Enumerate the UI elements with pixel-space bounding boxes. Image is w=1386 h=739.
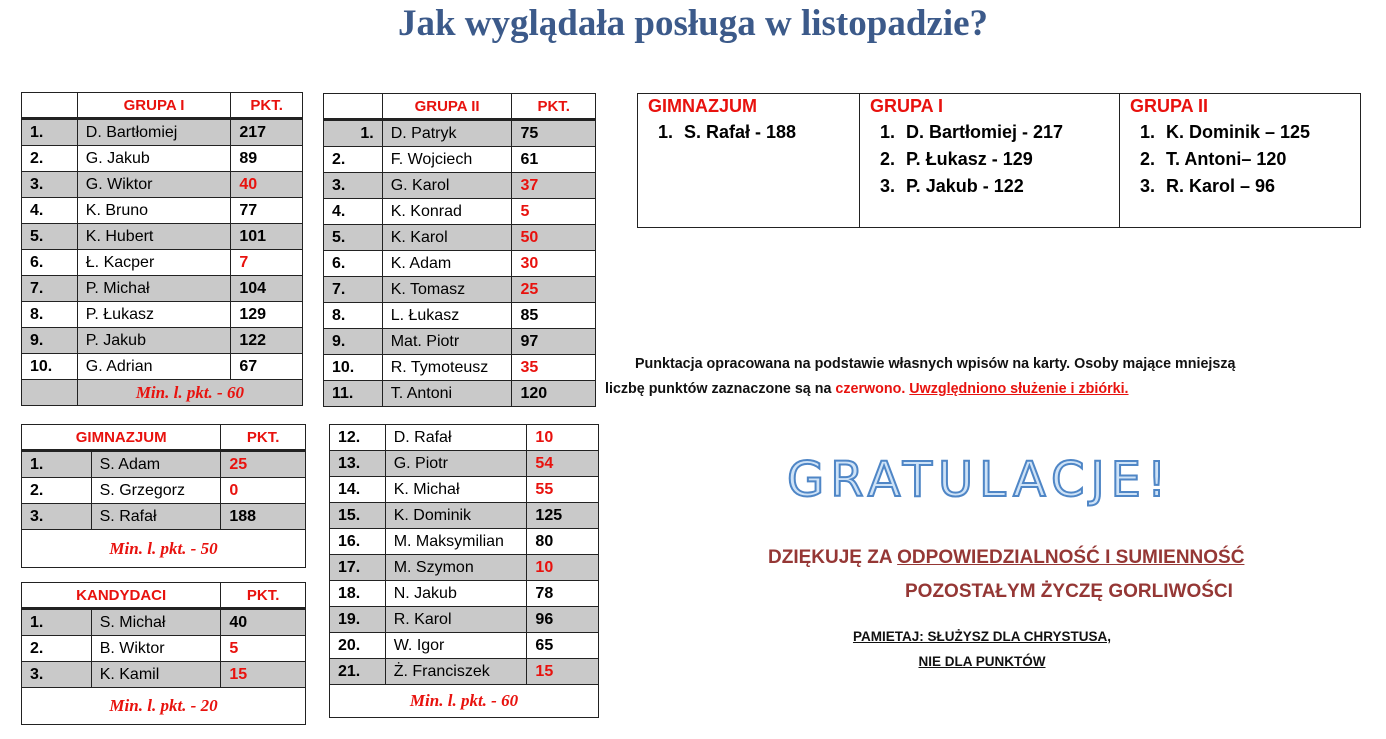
- member-name: K. Kamil: [91, 662, 221, 688]
- row-number: 2.: [324, 147, 383, 173]
- reminder: [839, 624, 1125, 674]
- member-name: M. Szymon: [385, 555, 527, 581]
- table-header-row: [22, 583, 306, 609]
- member-points: 15: [527, 659, 599, 685]
- member-name: Ł. Kacper: [77, 250, 231, 276]
- table-row: [22, 478, 306, 504]
- winners-grupa2: [1120, 94, 1360, 227]
- row-number: 17.: [330, 555, 386, 581]
- group-header: GRUPA I: [77, 93, 231, 119]
- member-points: 96: [527, 607, 599, 633]
- winners-column-title: GRUPA I: [870, 96, 944, 116]
- member-points: 10: [527, 425, 599, 451]
- winner-item: 1. S. Rafał - 188: [678, 122, 859, 149]
- points-header: PKT.: [221, 425, 306, 451]
- winner-item: 1. D. Bartłomiej - 217: [900, 122, 1119, 149]
- member-name: K. Adam: [382, 251, 512, 277]
- member-points: 10: [527, 555, 599, 581]
- row-number: 21.: [330, 659, 386, 685]
- row-number: 7.: [22, 276, 78, 302]
- member-points: 67: [231, 354, 303, 380]
- row-number: 10.: [22, 354, 78, 380]
- row-number: 8.: [324, 303, 383, 329]
- min-empty-cell: [22, 380, 78, 406]
- member-name: K. Konrad: [382, 199, 512, 225]
- winners-box: [637, 93, 1361, 228]
- table-row: [324, 381, 596, 407]
- winners-column-title: GIMNAZJUM: [648, 96, 757, 116]
- member-points: 50: [512, 225, 596, 251]
- table-header-row: [324, 94, 596, 120]
- member-name: B. Wiktor: [91, 636, 221, 662]
- member-points: 217: [231, 119, 303, 146]
- note-underlined: Uwzględniono służenie i zbiórki.: [909, 381, 1129, 397]
- row-number: 4.: [324, 199, 383, 225]
- row-number: 19.: [330, 607, 386, 633]
- table-row: [324, 251, 596, 277]
- min-points-row: [330, 685, 599, 718]
- member-name: N. Jakub: [385, 581, 527, 607]
- table-row: [330, 581, 599, 607]
- congrats-heading: GRATULACJE!: [787, 452, 1173, 508]
- table-row: [22, 224, 303, 250]
- table-row: [22, 609, 306, 636]
- row-number: 13.: [330, 451, 386, 477]
- table-row: [324, 173, 596, 199]
- table-row: [330, 633, 599, 659]
- winners-column-title: GRUPA II: [1130, 96, 1209, 116]
- group-header: GRUPA II: [382, 94, 512, 120]
- row-number: 8.: [22, 302, 78, 328]
- member-name: P. Jakub: [77, 328, 231, 354]
- member-name: T. Antoni: [382, 381, 512, 407]
- table-row: [330, 425, 599, 451]
- table-row: [324, 120, 596, 147]
- member-points: 125: [527, 503, 599, 529]
- winners-list: [870, 122, 1119, 203]
- table-row: [22, 146, 303, 172]
- member-name: K. Hubert: [77, 224, 231, 250]
- group-header: GIMNAZJUM: [22, 425, 221, 451]
- member-name: G. Piotr: [385, 451, 527, 477]
- member-points: 37: [512, 173, 596, 199]
- thanks-underlined: ODPOWIEDZIALNOŚĆ I SUMIENNOŚĆ: [897, 547, 1245, 568]
- row-number: 16.: [330, 529, 386, 555]
- member-points: 120: [512, 381, 596, 407]
- member-points: 40: [231, 172, 303, 198]
- row-number: 3.: [324, 173, 383, 199]
- row-number: 3.: [22, 172, 78, 198]
- member-points: 55: [527, 477, 599, 503]
- member-name: M. Maksymilian: [385, 529, 527, 555]
- min-points-label: Min. l. pkt. - 60: [77, 380, 302, 406]
- member-name: G. Jakub: [77, 146, 231, 172]
- winner-item: 3. P. Jakub - 122: [900, 176, 1119, 203]
- member-name: K. Karol: [382, 225, 512, 251]
- member-points: 89: [231, 146, 303, 172]
- page-title: Jak wyglądała posługa w listopadzie?: [397, 3, 989, 44]
- member-name: W. Igor: [385, 633, 527, 659]
- table-row: [22, 662, 306, 688]
- member-points: 101: [231, 224, 303, 250]
- member-points: 85: [512, 303, 596, 329]
- member-points: 7: [231, 250, 303, 276]
- member-points: 122: [231, 328, 303, 354]
- winner-item: 2. T. Antoni– 120: [1160, 149, 1360, 176]
- member-points: 78: [527, 581, 599, 607]
- winners-grupa1: [860, 94, 1120, 227]
- table-row: [324, 225, 596, 251]
- row-number: 2.: [22, 146, 78, 172]
- member-name: L. Łukasz: [382, 303, 512, 329]
- member-name: S. Rafał: [91, 504, 221, 530]
- row-number: 9.: [324, 329, 383, 355]
- table-header-row: [22, 425, 306, 451]
- group2-table: [323, 93, 596, 407]
- member-name: Mat. Piotr: [382, 329, 512, 355]
- row-number: 6.: [324, 251, 383, 277]
- member-points: 40: [221, 609, 306, 636]
- table-row: [22, 354, 303, 380]
- member-name: F. Wojciech: [382, 147, 512, 173]
- row-number: 1.: [22, 119, 78, 146]
- member-points: 25: [221, 451, 306, 478]
- member-name: S. Michał: [91, 609, 221, 636]
- member-points: 97: [512, 329, 596, 355]
- table-row: [22, 636, 306, 662]
- table-row: [330, 451, 599, 477]
- table-row: [22, 172, 303, 198]
- scoring-note: [605, 352, 1345, 402]
- winners-gimnazjum: [638, 94, 860, 227]
- member-points: 54: [527, 451, 599, 477]
- row-number: 15.: [330, 503, 386, 529]
- table-row: [324, 355, 596, 381]
- table-row: [324, 277, 596, 303]
- min-points-label: Min. l. pkt. - 50: [22, 530, 306, 568]
- member-points: 80: [527, 529, 599, 555]
- note-text: liczbę punktów zaznaczone są na: [605, 381, 836, 397]
- member-name: G. Adrian: [77, 354, 231, 380]
- member-name: S. Adam: [91, 451, 221, 478]
- member-name: K. Bruno: [77, 198, 231, 224]
- table-row: [22, 198, 303, 224]
- kandydaci-table: [21, 582, 306, 725]
- table-row: [330, 555, 599, 581]
- note-line1: Punktacja opracowana na podstawie własnych wpisów na karty. Osoby mające mniejszą: [635, 356, 1236, 372]
- winners-list: [648, 122, 859, 149]
- table-row: [22, 504, 306, 530]
- points-header: PKT.: [231, 93, 303, 119]
- table-row: [324, 147, 596, 173]
- reminder-line1: PAMIETAJ: SŁUŻYSZ DLA CHRYSTUSA,: [852, 629, 1111, 644]
- table-row: [22, 276, 303, 302]
- table-row: [330, 477, 599, 503]
- member-name: K. Dominik: [385, 503, 527, 529]
- member-points: 61: [512, 147, 596, 173]
- points-header: PKT.: [221, 583, 306, 609]
- winners-list: [1130, 122, 1360, 203]
- member-points: 188: [221, 504, 306, 530]
- row-number: 14.: [330, 477, 386, 503]
- row-number: 6.: [22, 250, 78, 276]
- member-points: 0: [221, 478, 306, 504]
- member-points: 30: [512, 251, 596, 277]
- row-number: 2.: [22, 636, 92, 662]
- member-name: D. Patryk: [382, 120, 512, 147]
- min-points-row: [22, 530, 306, 568]
- table-row: [330, 659, 599, 685]
- row-number: 5.: [324, 225, 383, 251]
- reminder-line2: NIE DLA PUNKTÓW: [918, 654, 1046, 669]
- row-number: 9.: [22, 328, 78, 354]
- min-points-label: Min. l. pkt. - 20: [22, 688, 306, 725]
- table-row: [22, 451, 306, 478]
- table-row: [22, 328, 303, 354]
- table-row: [22, 119, 303, 146]
- member-name: S. Grzegorz: [91, 478, 221, 504]
- group1-table: [21, 92, 303, 406]
- member-name: R. Karol: [385, 607, 527, 633]
- table-row: [330, 607, 599, 633]
- table-row: [330, 503, 599, 529]
- member-points: 5: [221, 636, 306, 662]
- member-name: K. Tomasz: [382, 277, 512, 303]
- member-points: 35: [512, 355, 596, 381]
- thanks-line2: POZOSTAŁYM ŻYCZĘ GORLIWOŚCI: [905, 581, 1233, 602]
- member-points: 75: [512, 120, 596, 147]
- points-header: PKT.: [512, 94, 596, 120]
- member-points: 104: [231, 276, 303, 302]
- member-points: 65: [527, 633, 599, 659]
- member-name: K. Michał: [385, 477, 527, 503]
- winner-item: 3. R. Karol – 96: [1160, 176, 1360, 203]
- member-name: P. Łukasz: [77, 302, 231, 328]
- min-points-label: Min. l. pkt. - 60: [330, 685, 599, 718]
- table-row: [330, 529, 599, 555]
- note-dot: .: [901, 381, 910, 397]
- thanks-line1: [768, 547, 1244, 569]
- member-name: D. Bartłomiej: [77, 119, 231, 146]
- table-row: [22, 302, 303, 328]
- member-name: P. Michał: [77, 276, 231, 302]
- group-header: KANDYDACI: [22, 583, 221, 609]
- member-points: 25: [512, 277, 596, 303]
- row-number: 3.: [22, 504, 92, 530]
- row-number: 4.: [22, 198, 78, 224]
- note-red-word: czerwono: [835, 381, 902, 397]
- member-points: 15: [221, 662, 306, 688]
- member-name: D. Rafał: [385, 425, 527, 451]
- member-name: G. Karol: [382, 173, 512, 199]
- row-number: 18.: [330, 581, 386, 607]
- row-number: 12.: [330, 425, 386, 451]
- row-number: 11.: [324, 381, 383, 407]
- winner-item: 1. K. Dominik – 125: [1160, 122, 1360, 149]
- table-row: [324, 303, 596, 329]
- min-points-row: [22, 688, 306, 725]
- row-number: 5.: [22, 224, 78, 250]
- gimnazjum-table: [21, 424, 306, 568]
- winner-item: 2. P. Łukasz - 129: [900, 149, 1119, 176]
- member-name: G. Wiktor: [77, 172, 231, 198]
- row-number: 1.: [324, 120, 383, 147]
- row-number: 2.: [22, 478, 92, 504]
- table-row: [22, 250, 303, 276]
- min-points-row: [22, 380, 303, 406]
- table-row: [324, 199, 596, 225]
- member-points: 5: [512, 199, 596, 225]
- member-name: Ż. Franciszek: [385, 659, 527, 685]
- member-points: 77: [231, 198, 303, 224]
- member-name: R. Tymoteusz: [382, 355, 512, 381]
- table-row: [324, 329, 596, 355]
- row-number: 1.: [22, 609, 92, 636]
- row-number: 20.: [330, 633, 386, 659]
- header-empty-cell: [324, 94, 383, 120]
- row-number: 3.: [22, 662, 92, 688]
- table-header-row: [22, 93, 303, 119]
- thanks-pre: DZIĘKUJĘ ZA: [768, 547, 898, 568]
- member-points: 129: [231, 302, 303, 328]
- group2-continued-table: [329, 424, 599, 718]
- note-line2: [605, 377, 1345, 402]
- row-number: 10.: [324, 355, 383, 381]
- row-number: 7.: [324, 277, 383, 303]
- header-empty-cell: [22, 93, 78, 119]
- row-number: 1.: [22, 451, 92, 478]
